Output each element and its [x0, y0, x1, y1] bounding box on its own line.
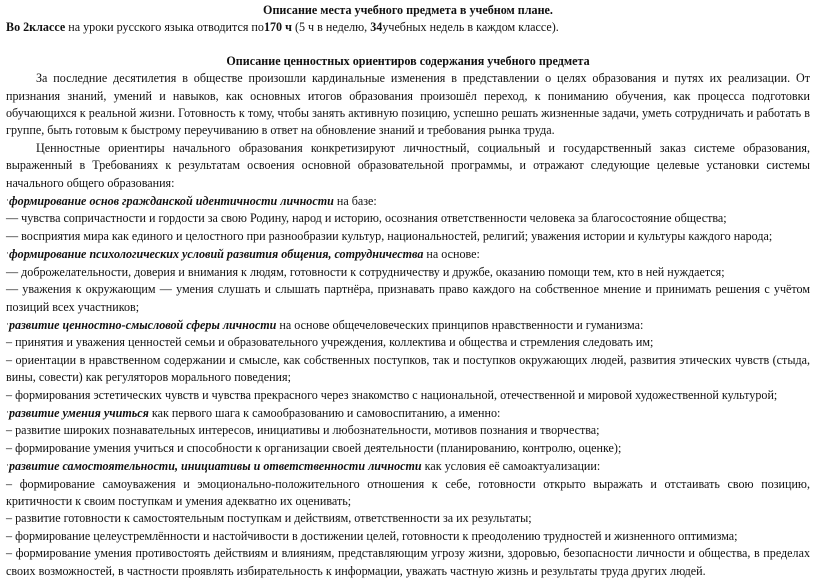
goal-heading-independence	[6, 457, 810, 475]
goal-heading-values	[6, 316, 810, 334]
goal-heading-emphasis: развитие самостоятельности, инициативы и ответственности личности	[9, 459, 422, 474]
goal-heading-rest: как условия её самоактуализации:	[421, 459, 601, 474]
list-item: – принятия и уважения ценностей семьи и образовательного учреждения, коллектива и общества и стремления следовать им;	[6, 335, 654, 350]
goal-heading-civic-identity	[6, 192, 810, 210]
list-item: — уважения к окружающим — умения слушать и слышать партнёра, признавать право каждого на собственное мнение и принимать решения с учётом позиций всех участников;	[6, 282, 810, 314]
list-item: – формирование целеустремлённости и настойчивости в достижении целей, готовности к преодолению трудностей и жизненного оптимизма;	[6, 528, 738, 543]
list-item: – развитие готовности к самостоятельным поступкам и действиям, ответственности за их результаты;	[6, 511, 532, 526]
hours-text-3: учебных недель в каждом классе).	[382, 20, 559, 35]
section-title: Описание ценностных ориентиров содержания учебного предмета	[226, 53, 590, 68]
list-item: – формирование умения противостоять действиям и влияниям, представляющим угрозу жизни, здоровью, безопасности личности и общества, в пределах своих возможностей, в частности проявлять избирательность к информации, уважать частную жизнь и результаты труда других людей.	[6, 546, 810, 578]
list-item: – ориентации в нравственном содержании и смысле, как собственных поступков, так и поступков окружающих людей, развития этических чувств (стыда, вины, совести) как регуляторов морального поведения;	[6, 352, 810, 385]
goal-heading-emphasis: развитие ценностно-смысловой сферы личности	[9, 317, 277, 332]
list-item: – развитие широких познавательных интересов, инициативы и любознательности, мотивов познания и творчества;	[6, 423, 600, 438]
values-paragraph: Ценностные ориентиры начального образования конкретизируют личностный, социальный и государственный заказ системе образования, выраженный в Требованиях к результатам освоения основной образовательной программы, и отражают следующие целевые установки системы начального общего образования:	[6, 140, 810, 190]
goal-heading-emphasis: формирование основ гражданской идентичности личности	[9, 194, 334, 209]
hours-weeks: 34	[370, 20, 383, 35]
hours-text-1: на уроки русского языка отводится по	[65, 20, 264, 35]
goal-heading-learning	[6, 404, 810, 422]
goal-heading-rest: на базе:	[333, 194, 377, 209]
bullet-dot-icon: ·	[6, 195, 9, 206]
list-item: – формирование умения учиться и способности к организации своей деятельности (планированию, контролю, оценке);	[6, 440, 622, 455]
hours-total: 170 ч	[263, 20, 292, 35]
goal-heading-emphasis: формирование психологических условий развития общения, сотрудничества	[9, 247, 424, 262]
list-item: – формирования эстетических чувств и чувства прекрасного через знакомство с национальной, отечественной и мировой художественной культурой;	[6, 387, 778, 402]
list-item: — восприятия мира как единого и целостного при разнообразии культур, национальностей, религий; уважения истории и культуры каждого народа;	[6, 228, 773, 243]
section-spacer	[6, 37, 810, 53]
goal-heading-rest: на основе общечеловеческих принципов нравственности и гуманизма:	[276, 317, 644, 332]
bullet-dot-icon: ·	[6, 406, 9, 417]
intro-paragraph: За последние десятилетия в обществе произошли кардинальные изменения в представлении о целях образования и путях их реализации. От признания знаний, умений и навыков, как основных итогов образования произошёл переход, к пониманию обучения, как процесса подготовки обучающихся к реальной жизни. Готовность к тому, чтобы занять активную позицию, успешно решать жизненные задачи, уметь сотрудничать и работать в группе, быть готовым к быстрому переучиванию в ответ на обновление знаний и требования рынка труда.	[6, 71, 810, 138]
hours-line	[6, 19, 810, 36]
hours-text-2: (5 ч в неделю,	[291, 20, 371, 35]
bullet-dot-icon: ·	[6, 248, 9, 259]
goal-heading-emphasis: развитие умения учиться	[9, 405, 149, 420]
list-item: – формирование самоуважения и эмоционально-положительного отношения к себе, готовности открыто выражать и отстаивать свою позицию, критичности к своим поступкам и умения адекватно их оценивать;	[6, 476, 810, 508]
hours-grade: Во 2классе	[6, 20, 66, 35]
document-title: Описание места учебного предмета в учебном плане.	[263, 3, 553, 17]
bullet-dot-icon: ·	[6, 460, 9, 471]
goal-heading-rest: на основе:	[423, 247, 480, 262]
goal-heading-rest: как первого шага к самообразованию и самовоспитанию, а именно:	[148, 405, 501, 420]
goal-heading-communication	[6, 245, 810, 263]
bullet-dot-icon: ·	[6, 318, 9, 329]
list-item: — доброжелательности, доверия и внимания к людям, готовности к сотрудничеству и дружбе, оказанию помощи тем, кто в ней нуждается;	[6, 264, 725, 279]
list-item: — чувства сопричастности и гордости за свою Родину, народ и историю, осознания ответственности человека за благосостояние общества;	[6, 211, 727, 226]
